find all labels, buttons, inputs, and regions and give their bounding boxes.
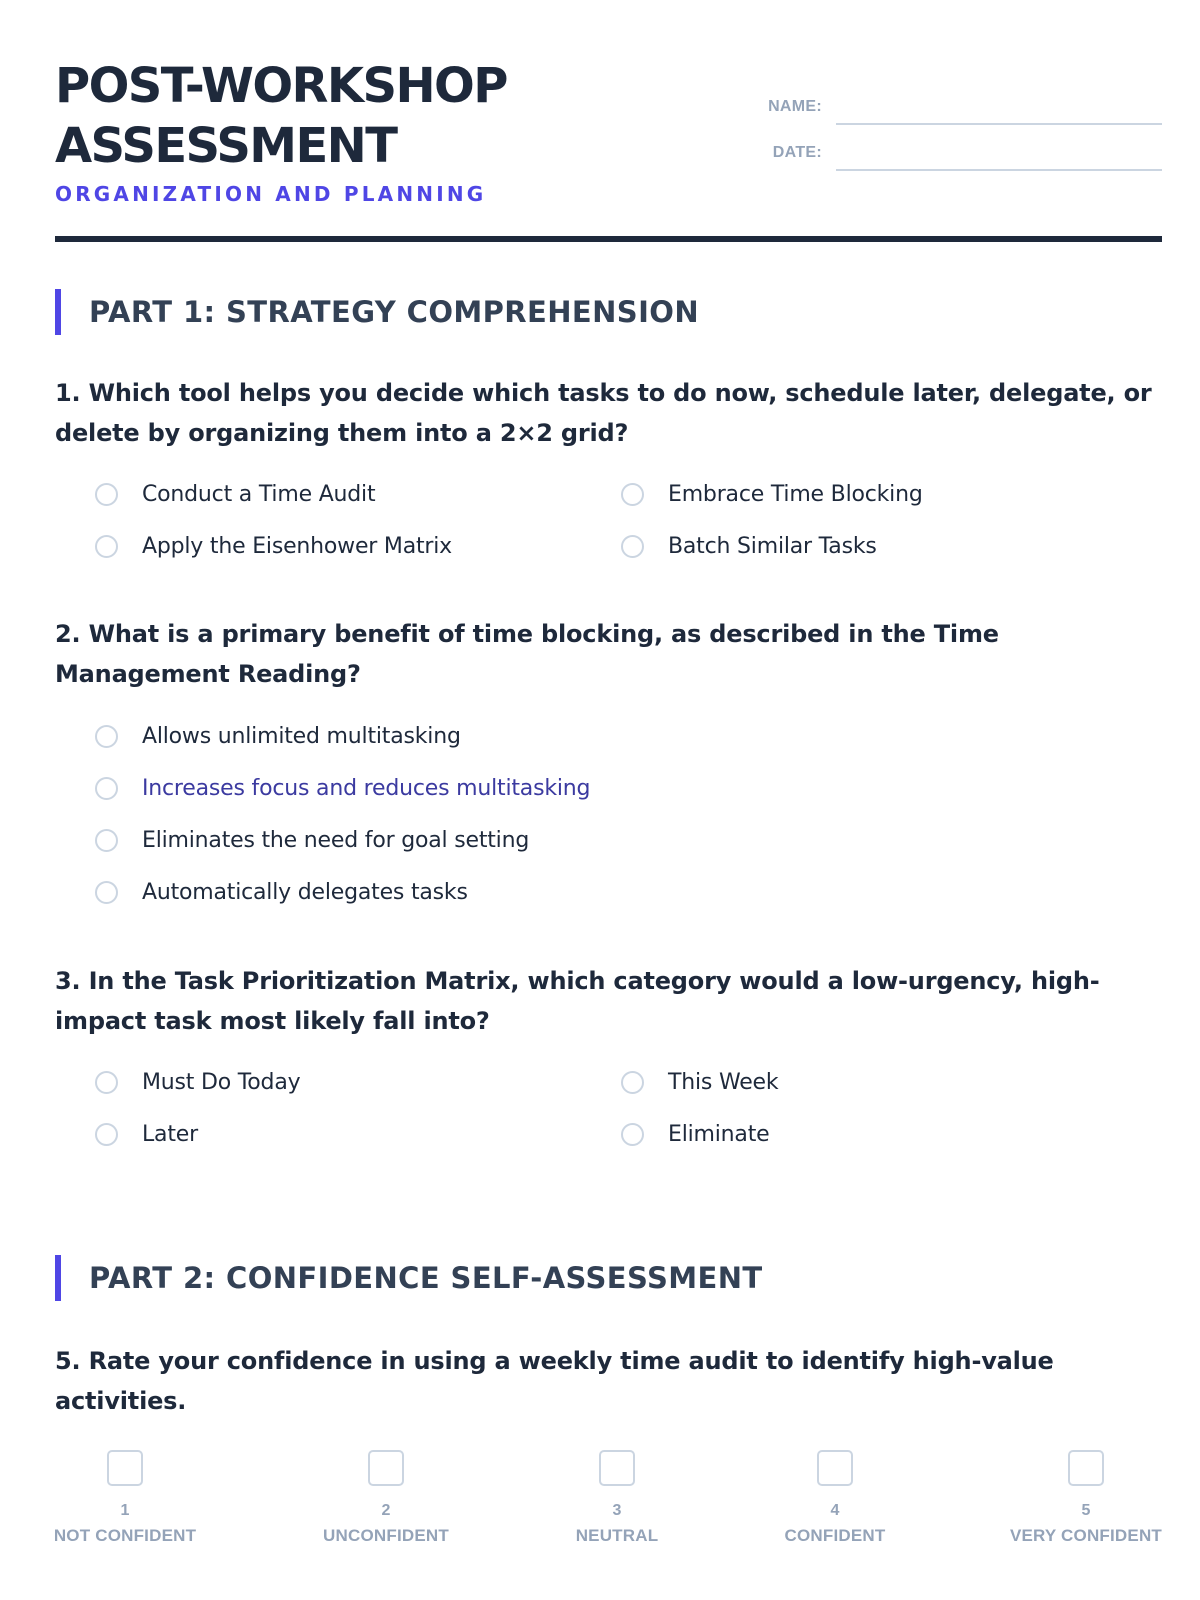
scale-number: 4 <box>830 1502 840 1519</box>
title-line-1: POST-WORKSHOP <box>55 58 507 114</box>
checkbox[interactable] <box>368 1450 404 1486</box>
radio-button[interactable] <box>95 725 118 748</box>
question-1: 1. Which tool helps you decide which tasks to do now, schedule later, delegate, or delete by organizing them into a 2×2 grid? <box>55 379 1152 447</box>
option-label: This Week <box>668 1070 779 1095</box>
checkbox[interactable] <box>817 1450 853 1486</box>
radio-button[interactable] <box>95 829 118 852</box>
q3-option-2[interactable] <box>581 1070 1101 1098</box>
page-title <box>55 56 695 176</box>
scale-number: 5 <box>1081 1502 1091 1519</box>
name-row <box>740 88 1162 134</box>
radio-button[interactable] <box>95 483 118 506</box>
option-label: Eliminates the need for goal setting <box>142 828 530 853</box>
scale-label: NEUTRAL <box>575 1526 659 1545</box>
option-label: Later <box>142 1122 198 1147</box>
section-title: PART 2: CONFIDENCE SELF-ASSESSMENT <box>89 1261 763 1295</box>
radio-button[interactable] <box>621 1123 644 1146</box>
q1-option-2[interactable] <box>581 482 1101 510</box>
title-line-2: ASSESSMENT <box>55 118 397 174</box>
q2-option-4[interactable] <box>55 880 955 908</box>
q3-option-3[interactable] <box>55 1122 575 1150</box>
q2-option-1[interactable] <box>55 724 955 752</box>
radio-button[interactable] <box>95 881 118 904</box>
date-field[interactable] <box>836 169 1162 171</box>
option-label: Batch Similar Tasks <box>668 534 877 559</box>
scale-number: 2 <box>381 1502 391 1519</box>
header-divider <box>55 236 1162 242</box>
date-label: DATE: <box>772 144 822 161</box>
question-5: 5. Rate your confidence in using a weekly time audit to identify high-value activities. <box>55 1347 1054 1415</box>
option-label: Automatically delegates tasks <box>142 880 468 905</box>
radio-button[interactable] <box>621 1071 644 1094</box>
scale-label: NOT CONFIDENT <box>53 1526 197 1545</box>
scale-label: VERY CONFIDENT <box>1009 1526 1163 1545</box>
section-title: PART 1: STRATEGY COMPREHENSION <box>89 295 699 329</box>
page-subtitle: ORGANIZATION AND PLANNING <box>55 182 487 206</box>
title-block <box>55 56 695 206</box>
checkbox[interactable] <box>107 1450 143 1486</box>
likert-option-1[interactable] <box>15 1450 235 1546</box>
option-label: Allows unlimited multitasking <box>142 724 461 749</box>
option-label: Conduct a Time Audit <box>142 482 376 507</box>
q1-option-1[interactable] <box>55 482 575 510</box>
scale-label: UNCONFIDENT <box>323 1526 449 1545</box>
section-heading-part-1 <box>55 289 1161 335</box>
radio-button[interactable] <box>621 535 644 558</box>
q2-option-3[interactable] <box>55 828 955 856</box>
q3-option-4[interactable] <box>581 1122 1101 1150</box>
question-3: 3. In the Task Prioritization Matrix, which category would a low-urgency, high-impact task most likely fall into? <box>55 967 1100 1035</box>
likert-option-2[interactable] <box>276 1450 496 1546</box>
q3-option-1[interactable] <box>55 1070 575 1098</box>
radio-button[interactable] <box>95 1071 118 1094</box>
radio-button[interactable] <box>95 1123 118 1146</box>
option-label: Embrace Time Blocking <box>668 482 923 507</box>
q1-option-3[interactable] <box>55 534 575 562</box>
scale-label: CONFIDENT <box>784 1526 886 1545</box>
scale-number: 1 <box>120 1502 130 1519</box>
option-label-highlighted: Increases focus and reduces multitasking <box>142 776 591 801</box>
option-label: Eliminate <box>668 1122 770 1147</box>
radio-button[interactable] <box>95 535 118 558</box>
question-2: 2. What is a primary benefit of time blocking, as described in the Time Management Reading? <box>55 620 999 688</box>
option-label: Must Do Today <box>142 1070 301 1095</box>
scale-number: 3 <box>612 1502 622 1519</box>
checkbox[interactable] <box>1068 1450 1104 1486</box>
radio-button[interactable] <box>95 777 118 800</box>
q2-option-2[interactable] <box>55 776 955 804</box>
q1-option-4[interactable] <box>581 534 1101 562</box>
likert-option-5[interactable] <box>976 1450 1196 1546</box>
section-heading-part-2 <box>55 1255 1161 1301</box>
checkbox[interactable] <box>599 1450 635 1486</box>
name-field[interactable] <box>836 123 1162 125</box>
student-info <box>740 88 1162 180</box>
radio-button[interactable] <box>621 483 644 506</box>
likert-option-4[interactable] <box>725 1450 945 1546</box>
option-label: Apply the Eisenhower Matrix <box>142 534 452 559</box>
date-row <box>740 134 1162 180</box>
likert-option-3[interactable] <box>507 1450 727 1546</box>
name-label: NAME: <box>768 98 822 115</box>
